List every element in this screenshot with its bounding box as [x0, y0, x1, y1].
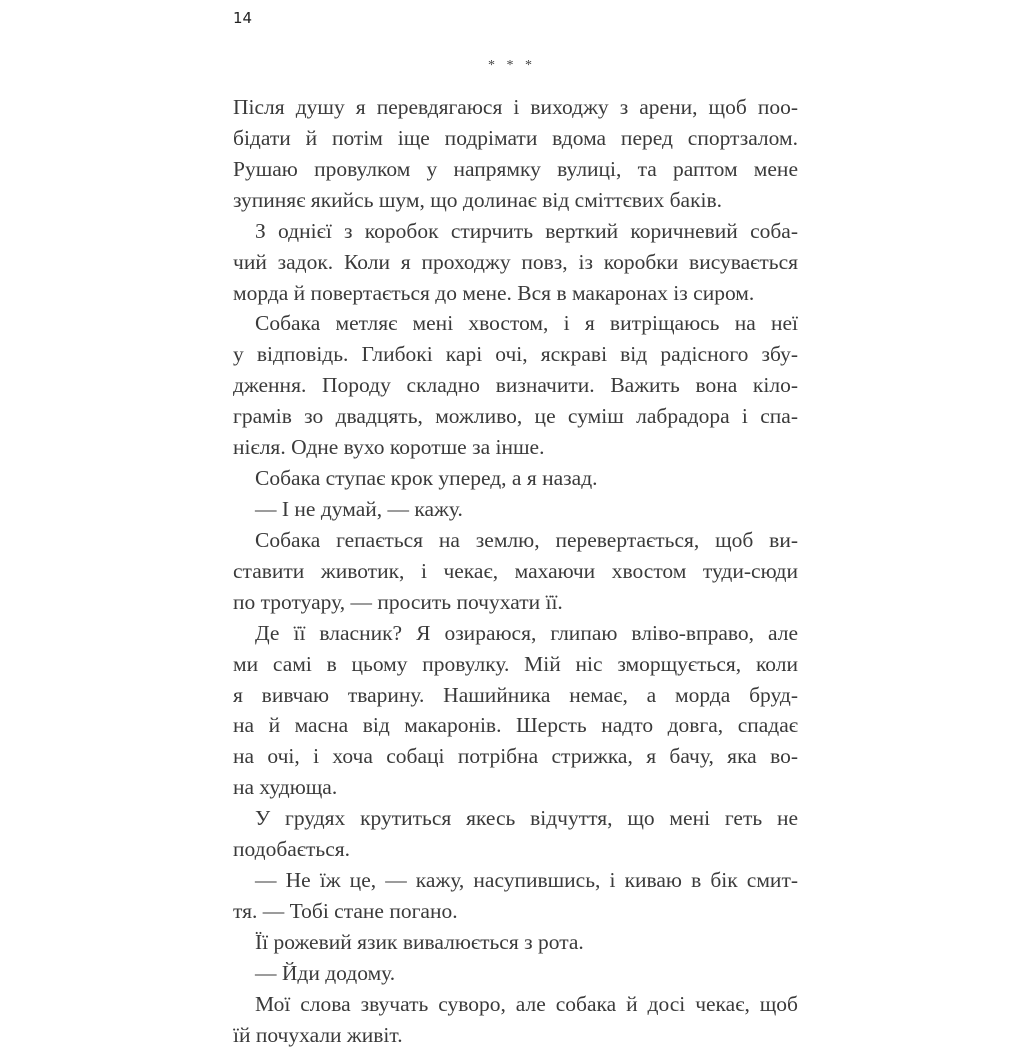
text-line: на й масна від макаронів. Шерсть надто довга, спадає — [233, 713, 798, 738]
paragraph — [233, 308, 798, 463]
text-line: на очі, і хоча собаці потрібна стрижка, я бачу, яка во- — [233, 744, 798, 769]
paragraph — [233, 216, 798, 309]
text-line: по тротуару, — просить почухати її. — [233, 589, 563, 614]
text-line: у відповідь. Глибокі карі очі, яскраві від радісного збу- — [233, 342, 798, 367]
text-line: ставити животик, і чекає, махаючи хвостом туди-сюди — [233, 558, 798, 583]
text-line: подобається. — [233, 837, 351, 862]
section-separator: * * * — [488, 58, 536, 73]
text-line: Собака метляє мені хвостом, і я витріщаюсь на неї — [255, 311, 798, 336]
text-line: Після душу я перевдягаюся і виходжу з арени, щоб поо- — [233, 95, 798, 119]
body-text — [233, 92, 798, 1051]
text-line: Собака гепається на землю, перевертається, щоб ви- — [255, 527, 798, 552]
text-line: З однієї з коробок стирчить верткий коричневий соба- — [255, 218, 798, 243]
text-line: ми самі в цьому провулку. Мій ніс зморщується, коли — [233, 651, 798, 676]
text-line: зупиняє якийсь шум, що долинає від сміттєвих баків. — [233, 187, 723, 212]
paragraph — [233, 989, 798, 1051]
text-line: морда й повертається до мене. Вся в макаронах із сиром. — [233, 280, 755, 305]
paragraph — [233, 958, 798, 989]
text-line: Мої слова звучать суворо, але собака й досі чекає, щоб — [255, 991, 798, 1016]
text-line: чий задок. Коли я проходжу повз, із коробки висувається — [233, 249, 798, 274]
paragraph — [233, 92, 798, 216]
text-line: я вивчаю тварину. Нашийника немає, а морда бруд- — [233, 682, 798, 707]
text-line: грамів зо двадцять, можливо, це суміш лабрадора і спа- — [233, 404, 798, 429]
paragraph — [233, 525, 798, 618]
text-line: Де її власник? Я озираюся, глипаю вліво-вправо, але — [255, 620, 798, 645]
text-line: — І не думай, — кажу. — [255, 496, 463, 521]
text-line: Її рожевий язик вивалюється з рота. — [255, 929, 584, 954]
text-line: тя. — Тобі стане погано. — [233, 898, 458, 923]
text-line: Собака ступає крок уперед, а я назад. — [255, 466, 598, 491]
text-line: на худюща. — [233, 775, 338, 800]
text-line: — Не їж це, — кажу, насупившись, і киваю в бік смит- — [255, 868, 798, 893]
paragraph — [233, 463, 798, 494]
paragraph — [233, 865, 798, 927]
text-line: бідати й потім іще подрімати вдома перед спортзалом. — [233, 125, 798, 150]
paragraph — [233, 618, 798, 804]
text-line: — Йди додому. — [255, 960, 396, 985]
text-line: їй почухали живіт. — [233, 1022, 403, 1047]
text-line: Рушаю провулком у напрямку вулиці, та раптом мене — [233, 156, 798, 181]
paragraph — [233, 803, 798, 865]
page-number: 14 — [233, 9, 253, 27]
text-line: нієля. Одне вухо коротше за інше. — [233, 435, 545, 460]
text-line: дження. Породу складно визначити. Важить вона кіло- — [233, 373, 798, 398]
paragraph — [233, 927, 798, 958]
text-line: У грудях крутиться якесь відчуття, що мені геть не — [255, 806, 798, 831]
paragraph — [233, 494, 798, 525]
